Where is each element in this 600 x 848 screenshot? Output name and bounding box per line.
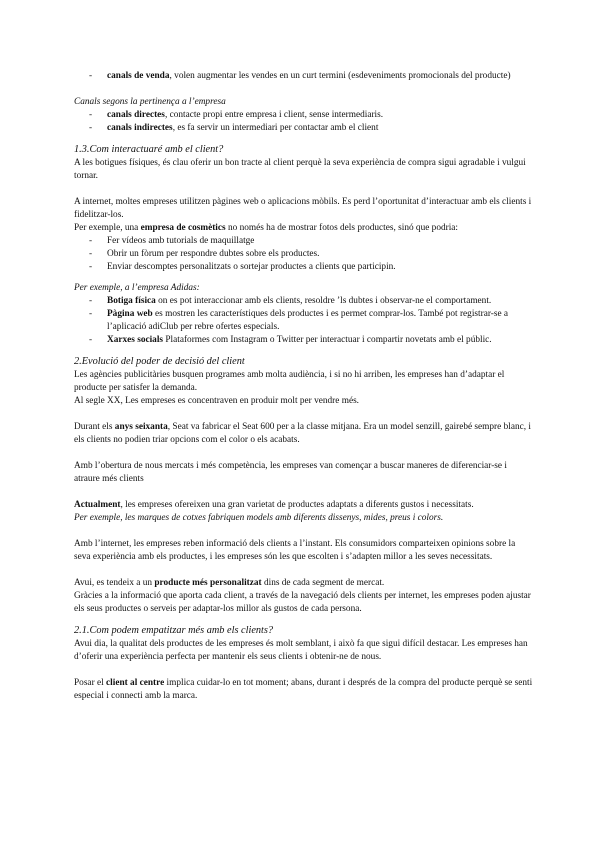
paragraph: Avui dia, la qualitat dels productes de les empreses és molt semblant, i això fa que sigui difícil destacar. Les empreses han d’oferir una experiència perfecta per mantenir els seus clients i obtenir-ne de nous. [74,639,528,662]
list-item: - Enviar descomptes personalitzats o sortejar productes a clients que participin. [74,261,534,274]
list-item-indirect: - canals indirectes, es fa servir un intermediari per contactar amb el client [74,122,534,135]
list-item: - Botiga física on es pot interaccionar amb els clients, resoldre ’ls dubtes i observar-ne el comportament. [74,295,534,308]
paragraph-example: Per exemple, les marques de cotxes fabriquen models amb diferents dissenys, mides, preus i colors. [74,513,444,523]
section-heading-2-1: 2.1.Com podem empatitzar més amb els clients? [74,625,274,636]
list-item-sales-channels: - canals de venda, volen augmentar les vendes en un curt termini (esdeveniments promocionals del producte) [74,70,534,83]
list-item: - Xarxes socials Plataformes com Instagram o Twitter per interactuar i compartir novetats amb el públic. [74,334,534,347]
paragraph: Gràcies a la informació que aporta cada client, a través de la navegació dels clients per internet, les empreses poden ajustar els seus productes o serveis per adaptar-los millor als gustos de cada persona. [74,591,531,614]
paragraph: Les agències publicitàries busquen programes amb molta audiència, i si no hi arriben, les empreses han d’adaptar el producte per satisfer la demanda. [74,370,505,393]
paragraph: A les botigues físiques, és clau oferir un bon tracte al client perquè la seva experiència de compra sigui agradable i vulgui tornar. [74,158,526,181]
paragraph: Al segle XX, Les empreses es concentraven en produir molt per vendre més. [74,396,360,406]
subheading-adidas: Per exemple, a l’empresa Adidas: [74,283,200,293]
paragraph: Per exemple, una empresa de cosmètics no només ha de mostrar fotos dels productes, sinó que podria: [74,223,459,233]
paragraph: Amb l’internet, les empreses reben informació dels clients a l’instant. Els consumidors comparteixen opinions sobre la seva experiència amb els productes, i les empreses són les que escolten i s’adapten millor a les seves necessitats. [74,539,516,562]
list-item: - Pàgina web es mostren les característiques dels productes i es permet comprar-los. També pot registrar-se a l’aplicació adiClub per rebre ofertes especials. [74,308,534,334]
subheading-canals: Canals segons la pertinença a l’empresa [74,97,226,107]
section-heading-2: 2.Evolució del poder de decisió del client [74,356,245,367]
paragraph: Posar el client al centre implica cuidar-lo en tot moment; abans, durant i després de la compra del producte perquè se senti especial i connecti amb la marca. [74,678,533,701]
paragraph: A internet, moltes empreses utilitzen pàgines web o aplicacions mòbils. Es perd l’oportunitat d’interactuar amb els clients i fidelitzar-los. [74,197,532,220]
paragraph: Durant els anys seixanta, Seat va fabricar el Seat 600 per a la classe mitjana. Era un model senzill, gairebé sempre blanc, i els clients no podien triar opcions com el color o els acabats. [74,422,531,445]
term-bold: canals de venda [107,71,170,81]
list-item: - Obrir un fòrum per respondre dubtes sobre els productes. [74,248,534,261]
paragraph: Avui, es tendeix a un producte més personalitzat dins de cada segment de mercat. [74,578,385,588]
document-page [74,70,534,703]
paragraph: Amb l’obertura de nous mercats i més competència, les empreses van començar a buscar maneres de diferenciar-se i atraure més clients [74,461,507,484]
list-item: - Fer vídeos amb tutorials de maquillatge [74,235,534,248]
paragraph: Actualment, les empreses ofereixen una gran varietat de productes adaptats a diferents gustos i necessitats. [74,500,474,510]
list-item-direct: - canals directes, contacte propi entre empresa i client, sense intermediaris. [74,109,534,122]
section-heading-1-3: 1.3.Com interactuaré amb el client? [74,144,224,155]
